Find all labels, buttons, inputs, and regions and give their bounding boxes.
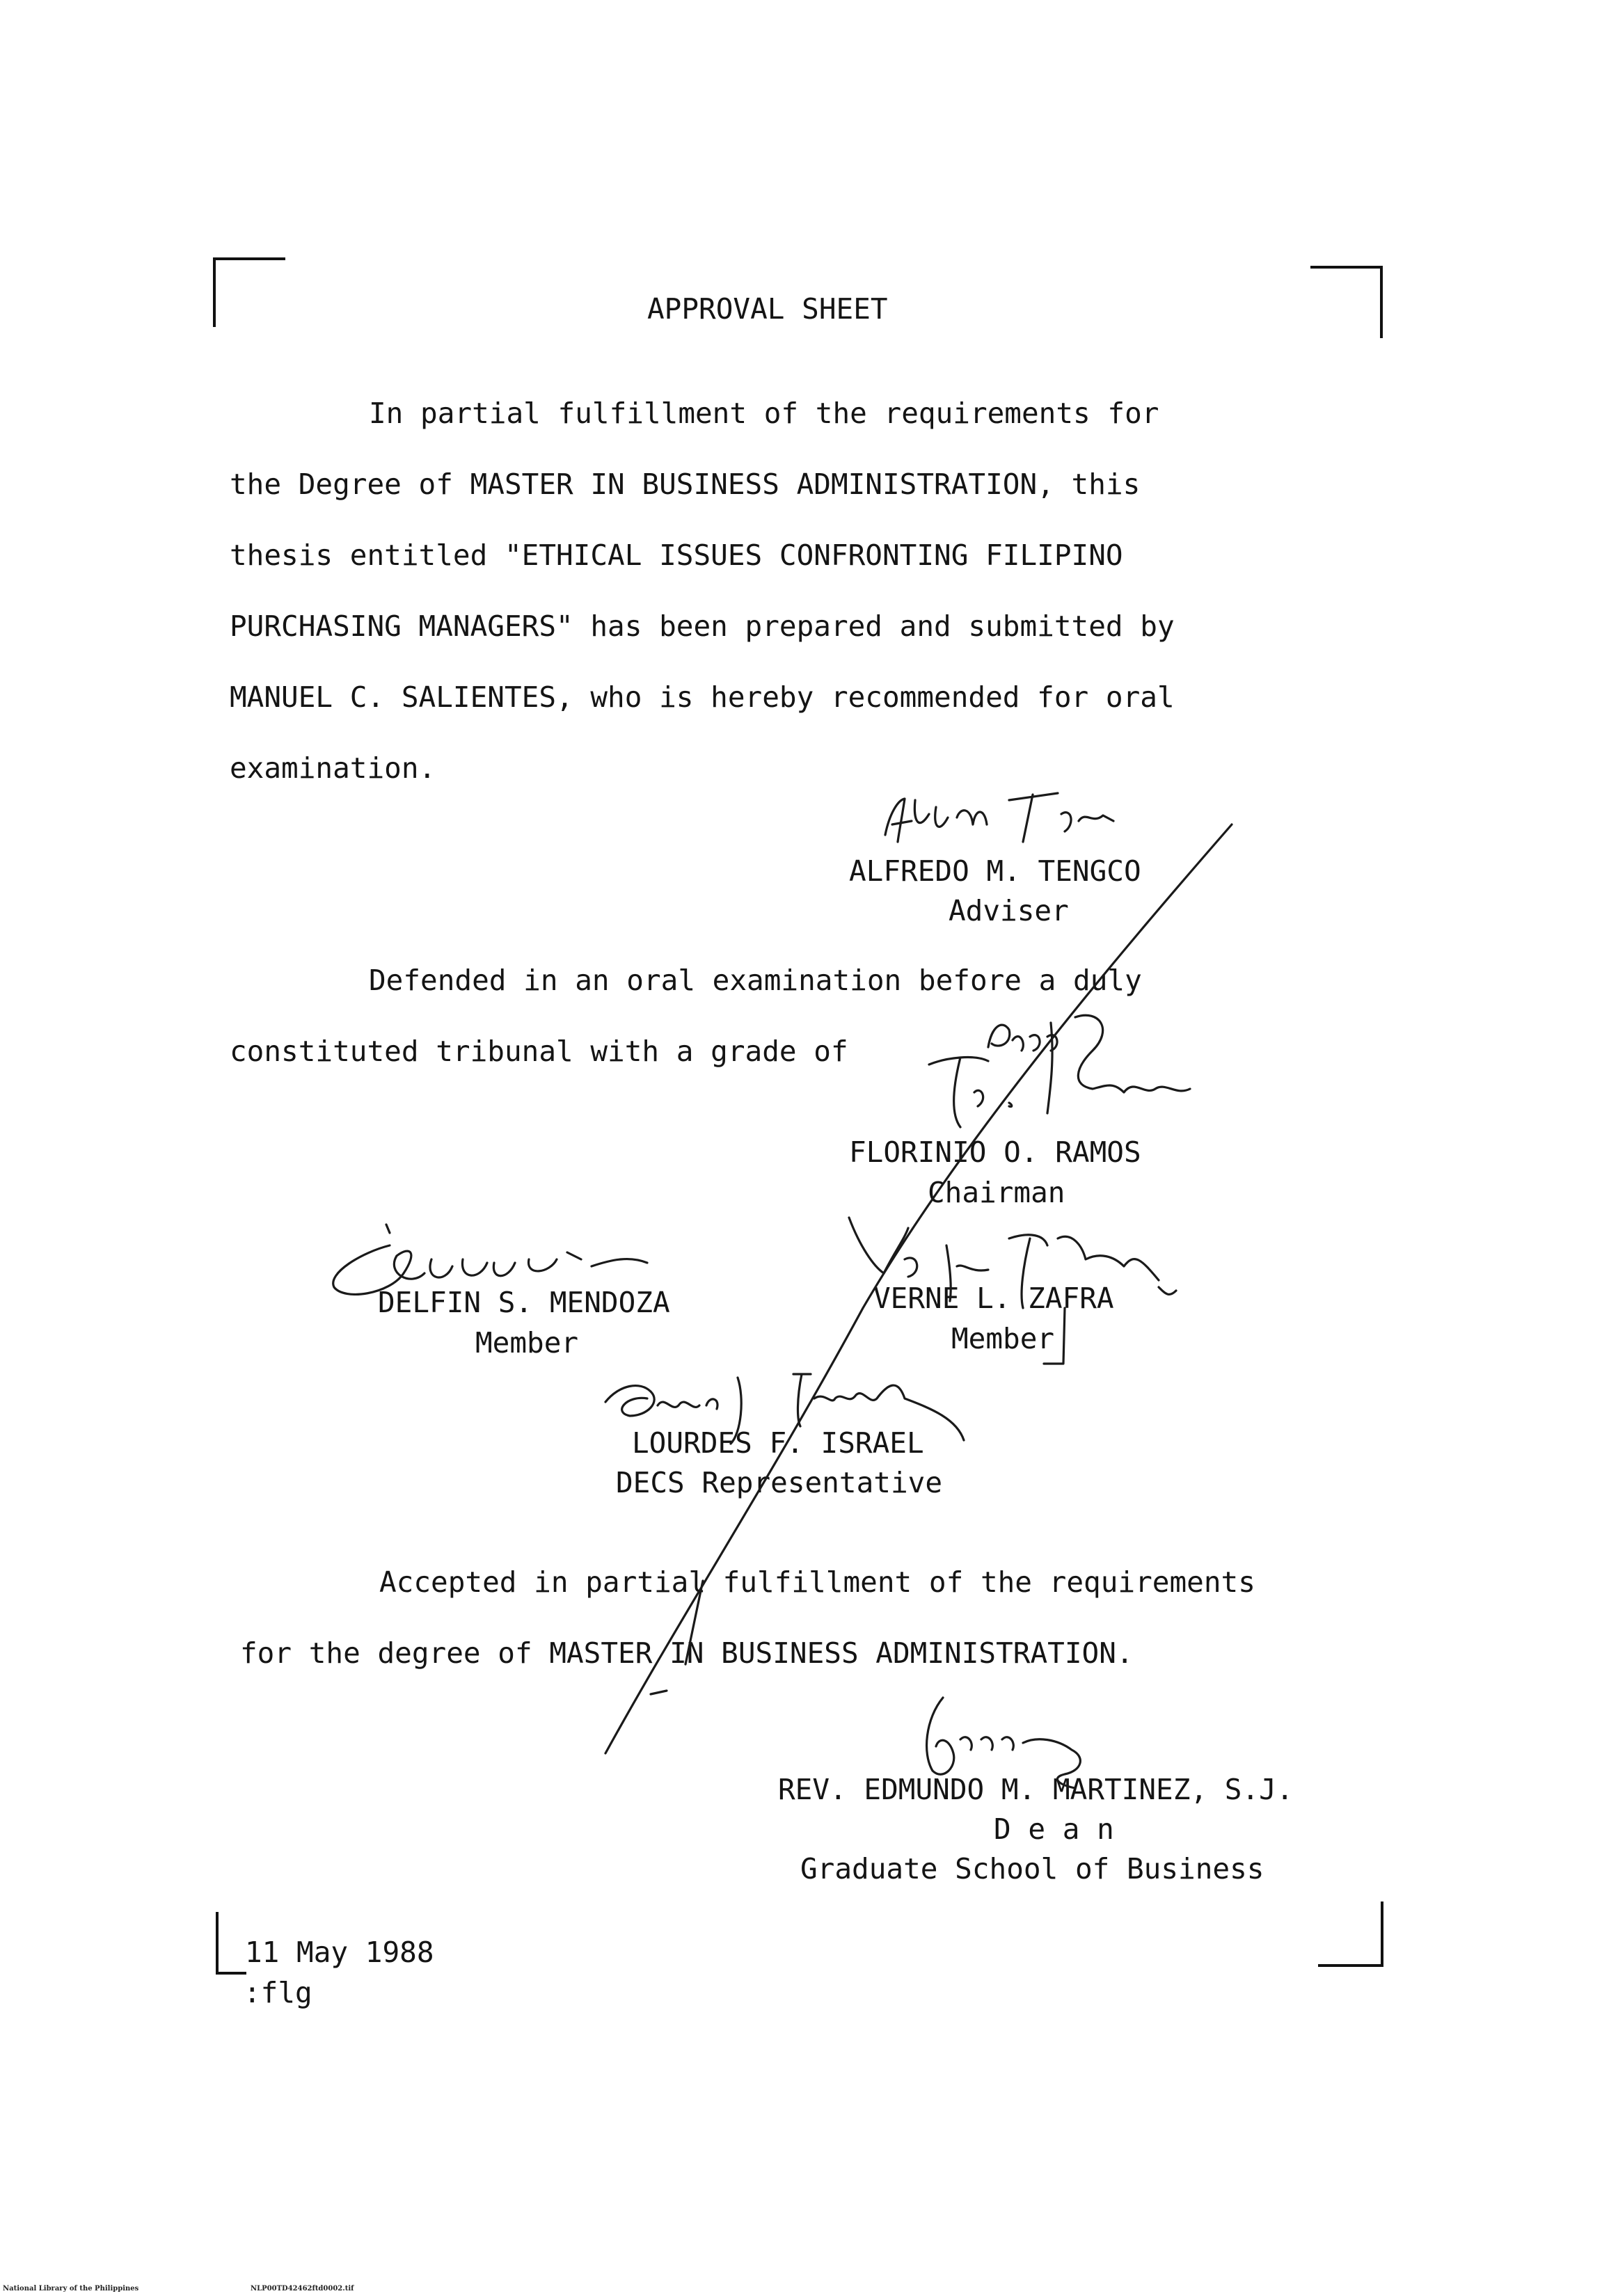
chairman-name: FLORINIO O. RAMOS	[849, 1135, 1141, 1169]
member-2-name: VERNE L. ZAFRA	[873, 1282, 1114, 1315]
paragraph-3-line-2: for the degree of MASTER IN BUSINESS ADMINISTRATION.	[240, 1636, 1134, 1670]
member-2-role: Member	[951, 1322, 1055, 1355]
member-1-name: DELFIN S. MENDOZA	[378, 1286, 670, 1319]
dean-unit: Graduate School of Business	[800, 1852, 1264, 1886]
diagonal-pen-stroke	[605, 824, 1232, 1753]
page-title: APPROVAL SHEET	[647, 292, 888, 326]
typist-initials: :flg	[244, 1976, 312, 2009]
paragraph-2-line-2: constituted tribunal with a grade of	[230, 1035, 848, 1068]
paragraph-1-line-3: thesis entitled "ETHICAL ISSUES CONFRONTING FILIPINO	[230, 539, 1123, 572]
decs-representative-name: LOURDES F. ISRAEL	[632, 1426, 924, 1460]
paragraph-1-line-5: MANUEL C. SALIENTES, who is hereby recommended for oral	[230, 680, 1175, 714]
adviser-role: Adviser	[949, 894, 1069, 927]
paragraph-1-line-2: the Degree of MASTER IN BUSINESS ADMINISTRATION, this	[230, 468, 1141, 501]
chairman-role: Chairman	[928, 1176, 1065, 1209]
signature-dean	[927, 1698, 1081, 1788]
signature-adviser	[885, 793, 1113, 842]
dean-name: REV. EDMUNDO M. MARTINEZ, S.J.	[778, 1773, 1294, 1806]
signature-decs-representative	[605, 1374, 964, 1444]
footer-library-name: National Library of the Philippines	[3, 2285, 139, 2293]
signature-member-1	[333, 1225, 647, 1294]
signature-member-2	[849, 1218, 1176, 1364]
footer-file-name: NLP00TD42462ftd0002.tif	[251, 2285, 354, 2293]
paragraph-3-line-1: Accepted in partial fulfillment of the requirements	[379, 1565, 1255, 1599]
member-1-role: Member	[475, 1326, 579, 1360]
adviser-name: ALFREDO M. TENGCO	[849, 854, 1141, 888]
signature-chairman	[929, 1015, 1190, 1127]
paragraph-1-line-1: In partial fulfillment of the requirements for	[369, 397, 1159, 430]
date: 11 May 1988	[245, 1936, 434, 1969]
paragraph-1-line-4: PURCHASING MANAGERS" has been prepared and submitted by	[230, 609, 1175, 643]
dean-role: D e a n	[994, 1812, 1114, 1846]
paragraph-2-line-1: Defended in an oral examination before a duly	[369, 964, 1142, 997]
paragraph-1-line-6: examination.	[230, 751, 436, 785]
decs-representative-role: DECS Representative	[616, 1466, 942, 1499]
